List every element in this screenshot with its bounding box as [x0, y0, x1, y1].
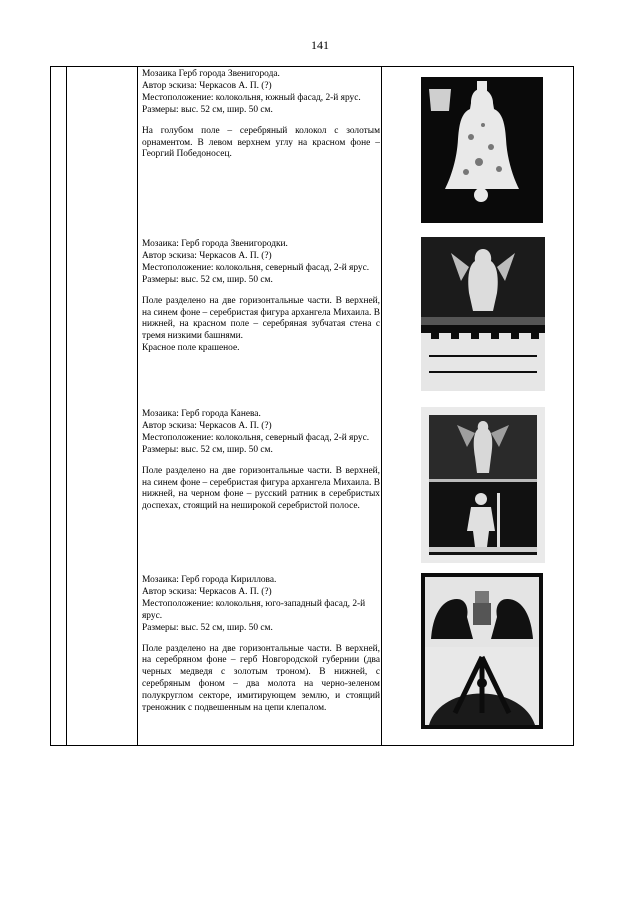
- bears-tripod-mosaic-photo: [421, 573, 543, 729]
- entry-location: Местоположение: колокольня, северный фасад, 2-й ярус.: [142, 432, 370, 443]
- entry-description: На голубом поле – серебряный колокол с золотым орнаментом. В левом верхнем углу на красном фоне – Георгий Победоносец.: [142, 125, 380, 160]
- entry-author: Автор эскиза: Черкасов А. П. (?): [142, 250, 272, 261]
- column-divider: [137, 67, 138, 745]
- archangel-warrior-mosaic-photo: [421, 407, 545, 563]
- entry-location: Местоположение: колокольня, северный фасад, 2-й ярус.: [142, 262, 370, 273]
- entry-size: Размеры: выс. 52 см, шир. 50 см.: [142, 274, 273, 285]
- entry-description: Поле разделено на две горизонтальные части. В верхней, на серебряном фоне – герб Новгородской губернии (два черных медведя с золотым троном). В нижней, с серебряным фоном – два молота на черно-зеленом полукруглом секторе, имитирующем землю, и стоящий треножник с подвешенным на цепи клепалом.: [142, 643, 380, 714]
- entry-title: Мозаика: Герб города Звенигородки.: [142, 239, 288, 249]
- archangel-wall-mosaic-photo: [421, 237, 545, 391]
- entry-description: Поле разделено на две горизонтальные части. В верхней, на синем фоне – серебристая фигура архангела Михаила. В нижней, на красном поле – серебряная зубчатая стена с тремя низкими башнями.: [142, 295, 380, 342]
- column-divider: [381, 67, 382, 745]
- entry-location: Местоположение: колокольня, южный фасад, 2-й ярус.: [142, 92, 361, 103]
- bell-mosaic-photo: [421, 77, 543, 223]
- entry-note: Красное поле крашеное.: [142, 343, 240, 354]
- entry-size: Размеры: выс. 52 см, шир. 50 см.: [142, 104, 273, 115]
- catalog-table: [50, 66, 574, 746]
- catalog-entry: [142, 69, 380, 161]
- entry-author: Автор эскиза: Черкасов А. П. (?): [142, 420, 272, 431]
- catalog-entry: [142, 575, 380, 715]
- entry-title: Мозаика Герб города Звенигорода.: [142, 69, 280, 79]
- entry-description: Поле разделено на две горизонтальные части. В верхней, на синем фоне – серебристая фигура архангела Михаила. В нижней, на черном фоне – русский ратник в серебристых доспехах, стоящий на неширокой серебристой полосе.: [142, 465, 380, 512]
- catalog-entry: [142, 409, 380, 513]
- catalog-entry: [142, 239, 380, 355]
- entry-author: Автор эскиза: Черкасов А. П. (?): [142, 586, 272, 597]
- entry-title: Мозаика: Герб города Кириллова.: [142, 575, 277, 585]
- entry-size: Размеры: выс. 52 см, шир. 50 см.: [142, 444, 273, 455]
- entry-title: Мозаика: Герб города Канева.: [142, 409, 261, 419]
- entry-location: Местоположение: колокольня, юго-западный фасад, 2-й ярус.: [142, 598, 366, 621]
- page-number: 141: [311, 38, 329, 52]
- entry-author: Автор эскиза: Черкасов А. П. (?): [142, 80, 272, 91]
- column-divider: [66, 67, 67, 745]
- entry-size: Размеры: выс. 52 см, шир. 50 см.: [142, 622, 273, 633]
